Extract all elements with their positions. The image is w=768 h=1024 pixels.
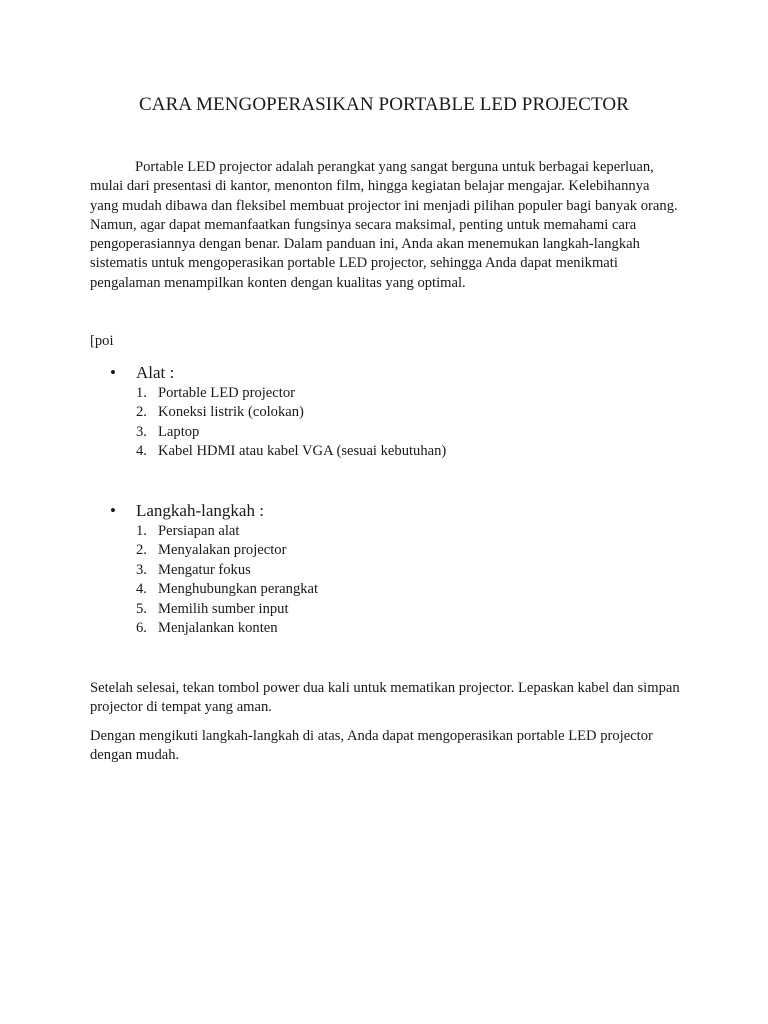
list-item bbox=[90, 600, 690, 619]
list-text: Menyalakan projector bbox=[158, 542, 287, 559]
page-title: CARA MENGOPERASIKAN PORTABLE LED PROJECTOR bbox=[139, 94, 629, 115]
list-item bbox=[90, 522, 690, 541]
list-item bbox=[90, 442, 690, 461]
list-item bbox=[90, 423, 690, 442]
steps-section bbox=[90, 500, 690, 638]
list-number: 2. bbox=[136, 542, 147, 559]
tools-list bbox=[90, 384, 690, 462]
bullet-icon: • bbox=[110, 363, 116, 382]
tools-heading-row bbox=[90, 362, 690, 384]
list-item bbox=[90, 580, 690, 599]
steps-heading: Langkah-langkah : bbox=[136, 501, 264, 520]
list-number: 1. bbox=[136, 523, 147, 539]
list-item bbox=[90, 384, 690, 403]
list-item bbox=[90, 541, 690, 560]
list-item bbox=[90, 619, 690, 638]
list-text: Portable LED projector bbox=[158, 385, 295, 401]
intro-paragraph: Portable LED projector adalah perangkat yang sangat berguna untuk berbagai keperluan, mulai dari presentasi di kantor, menonton film, hingga kegiatan belajar mengajar. Kelebihannya yang mudah dibawa dan fleksibel membuat projector ini menjadi pilihan populer bagi banyak orang. Namun, agar dapat memanfaatkan fungsinya secara maksimal, penting untuk memahami cara pengoperasiannya dengan benar. Dalam panduan ini, Anda akan menemukan langkah-langkah sistematis untuk mengoperasikan portable LED projector, sehingga Anda dapat menikmati pengalaman menampilkan konten dengan kualitas yang optimal. bbox=[90, 159, 678, 291]
list-number: 6. bbox=[136, 620, 147, 637]
list-number: 3. bbox=[136, 423, 147, 440]
bullet-icon: • bbox=[110, 501, 116, 520]
steps-heading-row bbox=[90, 500, 690, 522]
list-number: 1. bbox=[136, 385, 147, 401]
stub-text: [poi bbox=[90, 333, 114, 349]
steps-list bbox=[90, 522, 690, 638]
list-text: Koneksi listrik (colokan) bbox=[158, 404, 304, 421]
list-item bbox=[90, 403, 690, 422]
closing-paragraph-1: Setelah selesai, tekan tombol power dua kali untuk mematikan projector. Lepaskan kabel dan simpan projector di tempat yang aman. bbox=[90, 680, 680, 716]
list-item bbox=[90, 561, 690, 580]
list-text: Menghubungkan perangkat bbox=[158, 581, 319, 598]
list-text: Menjalankan konten bbox=[158, 620, 278, 637]
list-text: Kabel HDMI atau kabel VGA (sesuai kebutuhan) bbox=[158, 443, 447, 460]
list-text: Persiapan alat bbox=[158, 523, 240, 539]
list-number: 4. bbox=[136, 581, 147, 598]
list-number: 2. bbox=[136, 404, 147, 421]
list-number: 4. bbox=[136, 443, 147, 460]
tools-heading: Alat : bbox=[136, 363, 175, 382]
tools-section bbox=[90, 362, 690, 462]
list-text: Laptop bbox=[158, 423, 200, 440]
list-text: Memilih sumber input bbox=[158, 600, 289, 617]
list-number: 5. bbox=[136, 600, 147, 617]
list-number: 3. bbox=[136, 561, 147, 578]
list-text: Mengatur fokus bbox=[158, 561, 251, 578]
closing-paragraph-2: Dengan mengikuti langkah-langkah di atas, Anda dapat mengoperasikan portable LED projector dengan mudah. bbox=[90, 728, 653, 764]
